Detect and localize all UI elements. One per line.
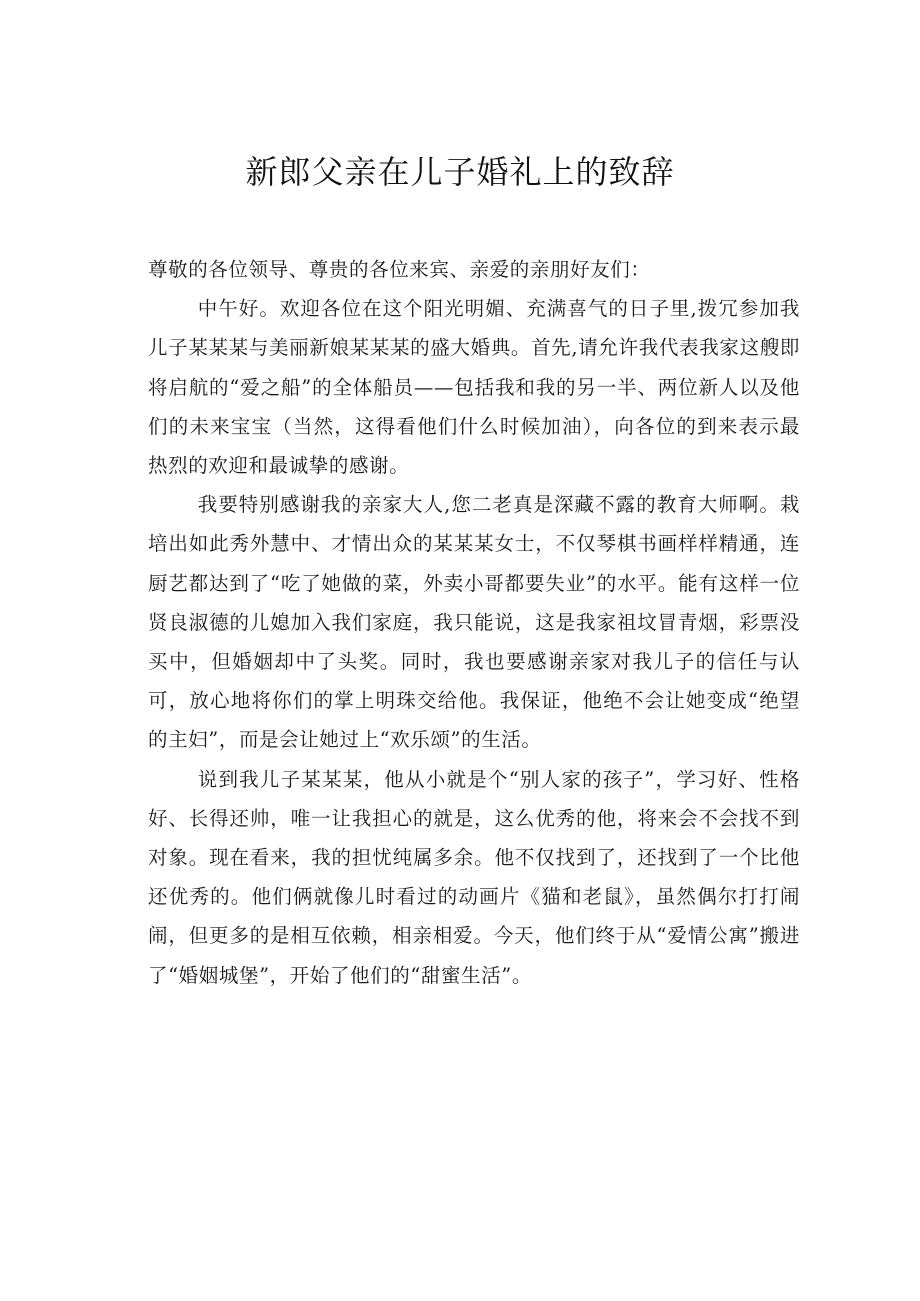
document-title: 新郎父亲在儿子婚礼上的致辞 bbox=[245, 153, 675, 191]
paragraph-welcome: 中午好。欢迎各位在这个阳光明媚、充满喜气的日子里,拨冗参加我儿子某某某与美丽新娘某某某的盛大婚典。首先,请允许我代表我家这艘即将启航的“爱之船”的全体船员——包括我和我的另一半、两位新人以及他们的未来宝宝（当然，这得看他们什么时候加油），向各位的到来表示最热烈的欢迎和最诚挚的感谢。 bbox=[148, 297, 800, 478]
paragraph-thanks-in-laws: 我要特别感谢我的亲家大人,您二老真是深藏不露的教育大师啊。栽培出如此秀外慧中、才情出众的某某某女士，不仅琴棋书画样样精通，连厨艺都达到了“吃了她做的菜，外卖小哥都要失业”的水平。能有这样一位贤良淑德的儿媳加入我们家庭，我只能说，这是我家祖坟冒青烟，彩票没买中，但婚姻却中了头奖。同时，我也要感谢亲家对我儿子的信任与认可，放心地将你们的掌上明珠交给他。我保证，他绝不会让她变成“绝望的主妇”，而是会让她过上“欢乐颂”的生活。 bbox=[148, 493, 800, 752]
paragraph-about-son: 说到我儿子某某某，他从小就是个“别人家的孩子”，学习好、性格好、长得还帅，唯一让我担心的就是，这么优秀的他，将来会不会找不到对象。现在看来，我的担忧纯属多余。他不仅找到了，还找到了一个比他还优秀的。他们俩就像儿时看过的动画片《猫和老鼠》，虽然偶尔打打闹闹，但更多的是相互依赖，相亲相爱。今天，他们终于从“爱情公寓”搬进了“婚姻城堡”，开始了他们的“甜蜜生活”。 bbox=[148, 767, 800, 987]
salutation: 尊敬的各位领导、尊贵的各位来宾、亲爱的亲朋好友们： bbox=[148, 258, 651, 281]
document-body bbox=[148, 250, 800, 995]
